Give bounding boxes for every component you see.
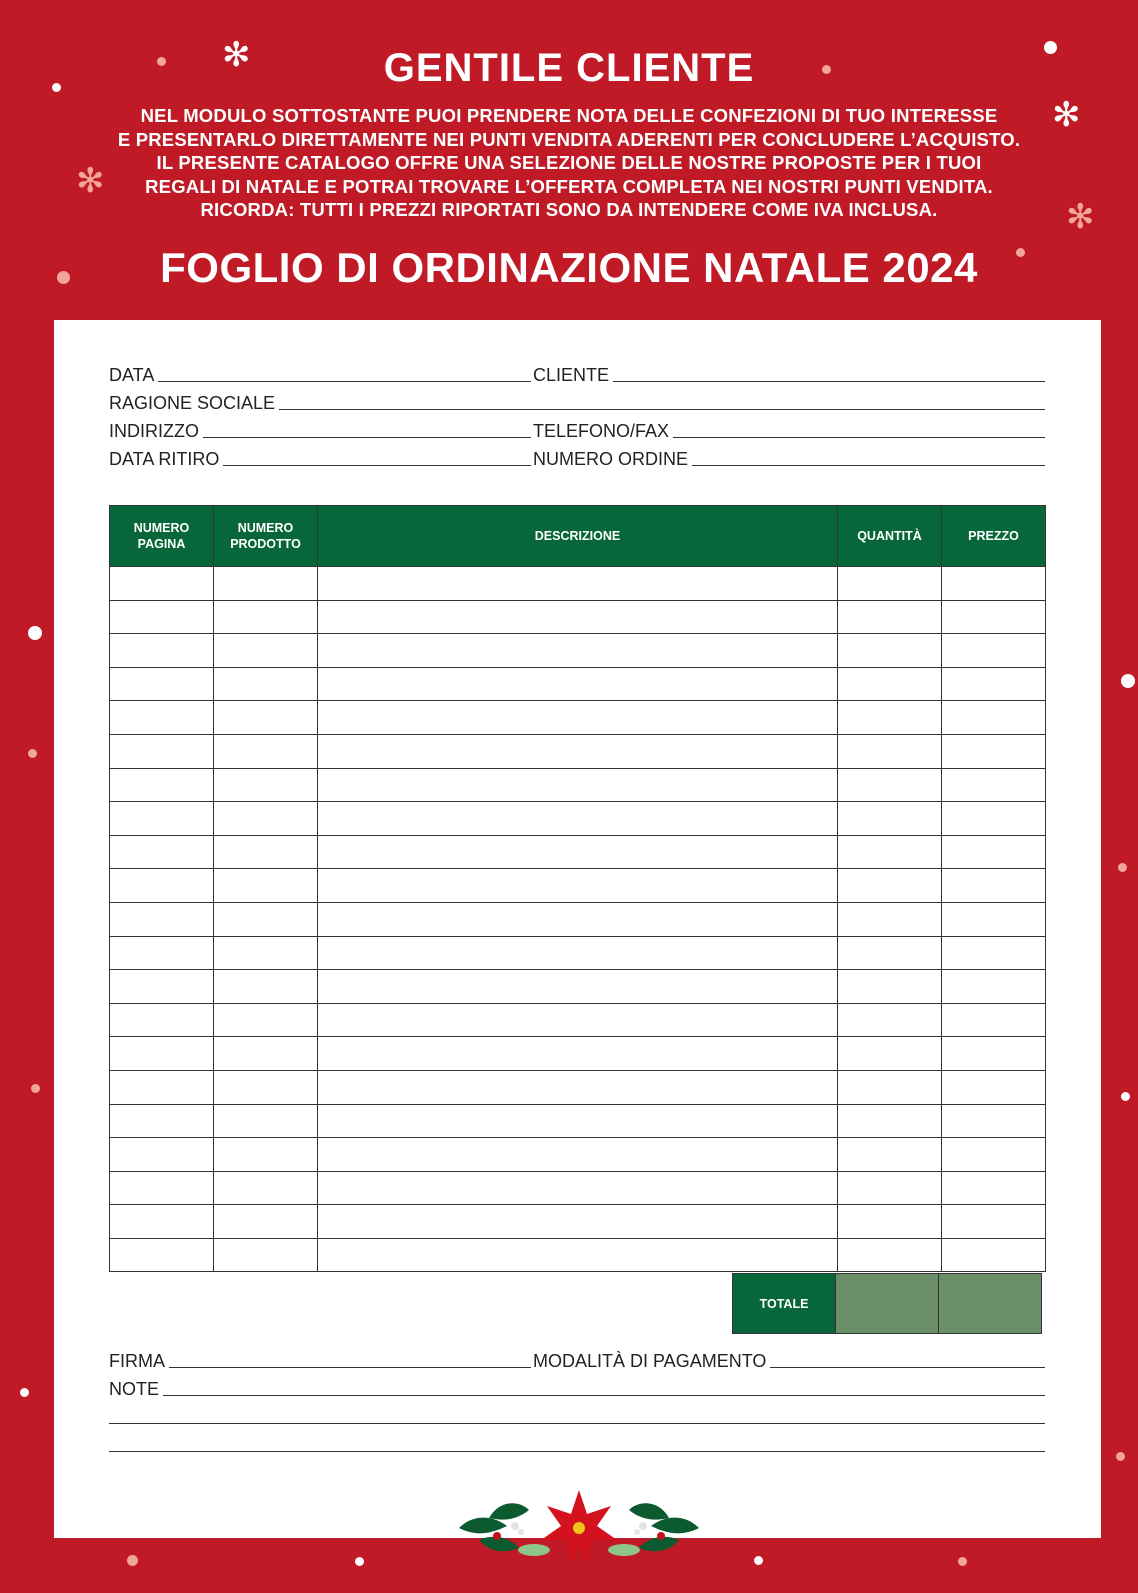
field-line[interactable]	[109, 1411, 1045, 1424]
cell-descrizione[interactable]	[318, 970, 838, 1004]
field-line[interactable]	[770, 1355, 1045, 1368]
note-extra-line[interactable]	[109, 1434, 1045, 1456]
cell-prezzo[interactable]	[942, 1138, 1046, 1172]
cell-quantita[interactable]	[838, 1238, 942, 1272]
cell-quantita[interactable]	[838, 970, 942, 1004]
cell-quantita[interactable]	[838, 1104, 942, 1138]
field-label: DATA	[109, 365, 155, 385]
table-row	[110, 1070, 1046, 1104]
cell-numero-pagina[interactable]	[110, 1171, 214, 1205]
cell-quantita[interactable]	[838, 1138, 942, 1172]
cell-prezzo[interactable]	[942, 600, 1046, 634]
cell-prezzo[interactable]	[942, 567, 1046, 601]
poinsettia-icon	[449, 1488, 709, 1568]
cell-numero-prodotto[interactable]	[214, 667, 318, 701]
cell-numero-prodotto[interactable]	[214, 634, 318, 668]
field-line[interactable]	[223, 453, 531, 466]
intro-text	[0, 104, 1138, 222]
field-data[interactable]	[109, 364, 531, 386]
snow-dot	[20, 1388, 29, 1397]
field-label: NUMERO ORDINE	[533, 449, 689, 469]
cell-descrizione[interactable]	[318, 802, 838, 836]
cell-numero-pagina[interactable]	[110, 869, 214, 903]
cell-numero-prodotto[interactable]	[214, 1138, 318, 1172]
snow-dot	[1118, 863, 1127, 872]
cell-numero-pagina[interactable]	[110, 802, 214, 836]
cell-quantita[interactable]	[838, 768, 942, 802]
cell-quantita[interactable]	[838, 869, 942, 903]
cell-numero-pagina[interactable]	[110, 634, 214, 668]
table-row	[110, 1003, 1046, 1037]
cell-numero-prodotto[interactable]	[214, 701, 318, 735]
cell-descrizione[interactable]	[318, 667, 838, 701]
cell-quantita[interactable]	[838, 936, 942, 970]
table-header-row	[110, 506, 1046, 567]
table-row	[110, 970, 1046, 1004]
cell-numero-prodotto[interactable]	[214, 802, 318, 836]
cell-numero-prodotto[interactable]	[214, 734, 318, 768]
field-label: NOTE	[109, 1379, 160, 1399]
cell-quantita[interactable]	[838, 634, 942, 668]
table-row	[110, 734, 1046, 768]
col-header-quantita: QUANTITÀ	[838, 506, 942, 567]
col-header-numero-pagina: NUMERO PAGINA	[110, 506, 214, 567]
table-row	[110, 701, 1046, 735]
cell-quantita[interactable]	[838, 734, 942, 768]
cell-prezzo[interactable]	[942, 1070, 1046, 1104]
cell-numero-prodotto[interactable]	[214, 902, 318, 936]
cell-numero-prodotto[interactable]	[214, 567, 318, 601]
field-line[interactable]	[169, 1355, 531, 1368]
field-label: TELEFONO/FAX	[533, 421, 670, 441]
table-row	[110, 1104, 1046, 1138]
totale-row	[732, 1273, 1042, 1334]
cell-prezzo[interactable]	[942, 1104, 1046, 1138]
cell-numero-pagina[interactable]	[110, 970, 214, 1004]
cell-prezzo[interactable]	[942, 902, 1046, 936]
cell-numero-pagina[interactable]	[110, 936, 214, 970]
cell-numero-pagina[interactable]	[110, 1138, 214, 1172]
cell-prezzo[interactable]	[942, 1205, 1046, 1239]
table-row	[110, 634, 1046, 668]
field-indirizzo[interactable]	[109, 420, 531, 442]
cell-numero-pagina[interactable]	[110, 1205, 214, 1239]
field-label: MODALITÀ DI PAGAMENTO	[533, 1351, 767, 1371]
cell-prezzo[interactable]	[942, 667, 1046, 701]
intro-line: RICORDA: TUTTI I PREZZI RIPORTATI SONO DA INTENDERE COME IVA INCLUSA.	[200, 199, 938, 220]
intro-line: E PRESENTARLO DIRETTAMENTE NEI PUNTI VENDITA ADERENTI PER CONCLUDERE L’ACQUISTO.	[117, 128, 1021, 150]
snow-dot	[1121, 1092, 1130, 1101]
cell-quantita[interactable]	[838, 835, 942, 869]
cell-quantita[interactable]	[838, 802, 942, 836]
col-header-descrizione: DESCRIZIONE	[318, 506, 838, 567]
table-row	[110, 667, 1046, 701]
cell-descrizione[interactable]	[318, 869, 838, 903]
cell-numero-prodotto[interactable]	[214, 869, 318, 903]
snowflake-icon: ✻	[1066, 198, 1095, 236]
cell-prezzo[interactable]	[942, 734, 1046, 768]
cell-prezzo[interactable]	[942, 1171, 1046, 1205]
snowflake-icon: ✻	[1052, 96, 1081, 134]
snow-dot	[127, 1555, 138, 1566]
cell-numero-pagina[interactable]	[110, 667, 214, 701]
cell-numero-prodotto[interactable]	[214, 1205, 318, 1239]
field-line[interactable]	[692, 453, 1045, 466]
cell-prezzo[interactable]	[942, 1037, 1046, 1071]
table-row	[110, 567, 1046, 601]
cell-descrizione[interactable]	[318, 1070, 838, 1104]
field-line[interactable]	[673, 425, 1045, 438]
table-row	[110, 1171, 1046, 1205]
cell-quantita[interactable]	[838, 1205, 942, 1239]
table-row	[110, 869, 1046, 903]
snow-dot	[31, 1084, 40, 1093]
cell-numero-pagina[interactable]	[110, 1238, 214, 1272]
cell-descrizione[interactable]	[318, 1138, 838, 1172]
cell-descrizione[interactable]	[318, 600, 838, 634]
snow-dot	[28, 749, 37, 758]
intro-line: NEL MODULO SOTTOSTANTE PUOI PRENDERE NOTA DELLE CONFEZIONI DI TUO INTERESSE	[140, 105, 998, 126]
cell-numero-prodotto[interactable]	[214, 1238, 318, 1272]
cell-quantita[interactable]	[838, 1171, 942, 1205]
cell-prezzo[interactable]	[942, 802, 1046, 836]
table-row	[110, 1205, 1046, 1239]
cell-numero-pagina[interactable]	[110, 1070, 214, 1104]
cell-numero-pagina[interactable]	[110, 701, 214, 735]
order-table	[109, 505, 1046, 1272]
field-numero-ordine[interactable]	[533, 448, 1045, 470]
cell-numero-prodotto[interactable]	[214, 1070, 318, 1104]
cell-numero-pagina[interactable]	[110, 902, 214, 936]
cell-descrizione[interactable]	[318, 1205, 838, 1239]
page-title: GENTILE CLIENTE	[383, 46, 755, 90]
cell-prezzo[interactable]	[942, 936, 1046, 970]
snow-dot	[1116, 1452, 1125, 1461]
cell-descrizione[interactable]	[318, 734, 838, 768]
cell-descrizione[interactable]	[318, 1104, 838, 1138]
cell-descrizione[interactable]	[318, 835, 838, 869]
cell-numero-pagina[interactable]	[110, 600, 214, 634]
cell-descrizione[interactable]	[318, 567, 838, 601]
intro-line: IL PRESENTE CATALOGO OFFRE UNA SELEZIONE DELLE NOSTRE PROPOSTE PER I TUOI	[156, 152, 982, 173]
cell-numero-prodotto[interactable]	[214, 768, 318, 802]
cell-numero-pagina[interactable]	[110, 835, 214, 869]
field-note[interactable]	[109, 1378, 1045, 1400]
field-modalita-pagamento[interactable]	[533, 1350, 1045, 1372]
field-line[interactable]	[203, 425, 531, 438]
cell-numero-prodotto[interactable]	[214, 1037, 318, 1071]
cell-descrizione[interactable]	[318, 902, 838, 936]
cell-prezzo[interactable]	[942, 1238, 1046, 1272]
cell-numero-pagina[interactable]	[110, 734, 214, 768]
cell-prezzo[interactable]	[942, 1003, 1046, 1037]
cell-numero-prodotto[interactable]	[214, 1003, 318, 1037]
cell-descrizione[interactable]	[318, 936, 838, 970]
table-row	[110, 802, 1046, 836]
cell-numero-prodotto[interactable]	[214, 600, 318, 634]
snow-dot	[958, 1557, 967, 1566]
cell-numero-prodotto[interactable]	[214, 1104, 318, 1138]
cell-numero-prodotto[interactable]	[214, 1171, 318, 1205]
field-label: FIRMA	[109, 1351, 165, 1371]
field-line[interactable]	[158, 369, 531, 382]
field-firma[interactable]	[109, 1350, 531, 1372]
table-row	[110, 1037, 1046, 1071]
cell-quantita[interactable]	[838, 567, 942, 601]
note-extra-line[interactable]	[109, 1406, 1045, 1428]
table-row	[110, 600, 1046, 634]
cell-numero-pagina[interactable]	[110, 1037, 214, 1071]
table-row	[110, 936, 1046, 970]
field-cliente[interactable]	[533, 364, 1045, 386]
field-data-ritiro[interactable]	[109, 448, 531, 470]
table-row	[110, 768, 1046, 802]
table-row	[110, 1138, 1046, 1172]
intro-line: REGALI DI NATALE E POTRAI TROVARE L’OFFERTA COMPLETA NEI NOSTRI PUNTI VENDITA.	[145, 175, 993, 197]
col-header-numero-prodotto: NUMERO PRODOTTO	[214, 506, 318, 567]
cell-quantita[interactable]	[838, 902, 942, 936]
field-label: RAGIONE SOCIALE	[109, 393, 276, 413]
cell-numero-prodotto[interactable]	[214, 970, 318, 1004]
cell-quantita[interactable]	[838, 701, 942, 735]
field-label: INDIRIZZO	[109, 421, 199, 441]
cell-quantita[interactable]	[838, 1037, 942, 1071]
snow-dot	[355, 1557, 364, 1566]
field-label: CLIENTE	[533, 365, 610, 385]
cell-prezzo[interactable]	[942, 869, 1046, 903]
table-row	[110, 902, 1046, 936]
table-row	[110, 835, 1046, 869]
field-line[interactable]	[279, 397, 1045, 410]
order-table-body	[110, 567, 1046, 1272]
field-line[interactable]	[163, 1383, 1045, 1396]
totale-label: TOTALE	[732, 1273, 836, 1334]
snow-dot	[754, 1556, 763, 1565]
cell-prezzo[interactable]	[942, 768, 1046, 802]
cell-quantita[interactable]	[838, 600, 942, 634]
order-sheet-title: FOGLIO DI ORDINAZIONE NATALE 2024	[160, 244, 978, 291]
cell-prezzo[interactable]	[942, 701, 1046, 735]
snow-dot	[28, 626, 42, 640]
cell-quantita[interactable]	[838, 1003, 942, 1037]
cell-prezzo[interactable]	[942, 634, 1046, 668]
cell-descrizione[interactable]	[318, 1003, 838, 1037]
cell-descrizione[interactable]	[318, 634, 838, 668]
totale-prezzo-cell[interactable]	[938, 1273, 1042, 1334]
field-ragione-sociale[interactable]	[109, 392, 1045, 414]
cell-prezzo[interactable]	[942, 835, 1046, 869]
cell-quantita[interactable]	[838, 667, 942, 701]
snow-dot	[1121, 674, 1135, 688]
cell-prezzo[interactable]	[942, 970, 1046, 1004]
cell-descrizione[interactable]	[318, 768, 838, 802]
cell-numero-pagina[interactable]	[110, 567, 214, 601]
cell-quantita[interactable]	[838, 1070, 942, 1104]
totale-quantita-cell[interactable]	[835, 1273, 939, 1334]
snowflake-icon: ✻	[76, 162, 105, 200]
cell-descrizione[interactable]	[318, 1238, 838, 1272]
table-row	[110, 1238, 1046, 1272]
field-line[interactable]	[109, 1439, 1045, 1452]
field-telefono[interactable]	[533, 420, 1045, 442]
cell-descrizione[interactable]	[318, 1171, 838, 1205]
cell-numero-prodotto[interactable]	[214, 835, 318, 869]
cell-numero-prodotto[interactable]	[214, 936, 318, 970]
cell-numero-pagina[interactable]	[110, 1003, 214, 1037]
cell-numero-pagina[interactable]	[110, 1104, 214, 1138]
snowflake-icon: ✻	[222, 36, 251, 74]
field-label: DATA RITIRO	[109, 449, 220, 469]
cell-descrizione[interactable]	[318, 701, 838, 735]
cell-descrizione[interactable]	[318, 1037, 838, 1071]
field-line[interactable]	[613, 369, 1045, 382]
order-form-sheet	[54, 320, 1101, 1538]
cell-numero-pagina[interactable]	[110, 768, 214, 802]
col-header-prezzo: PREZZO	[942, 506, 1046, 567]
